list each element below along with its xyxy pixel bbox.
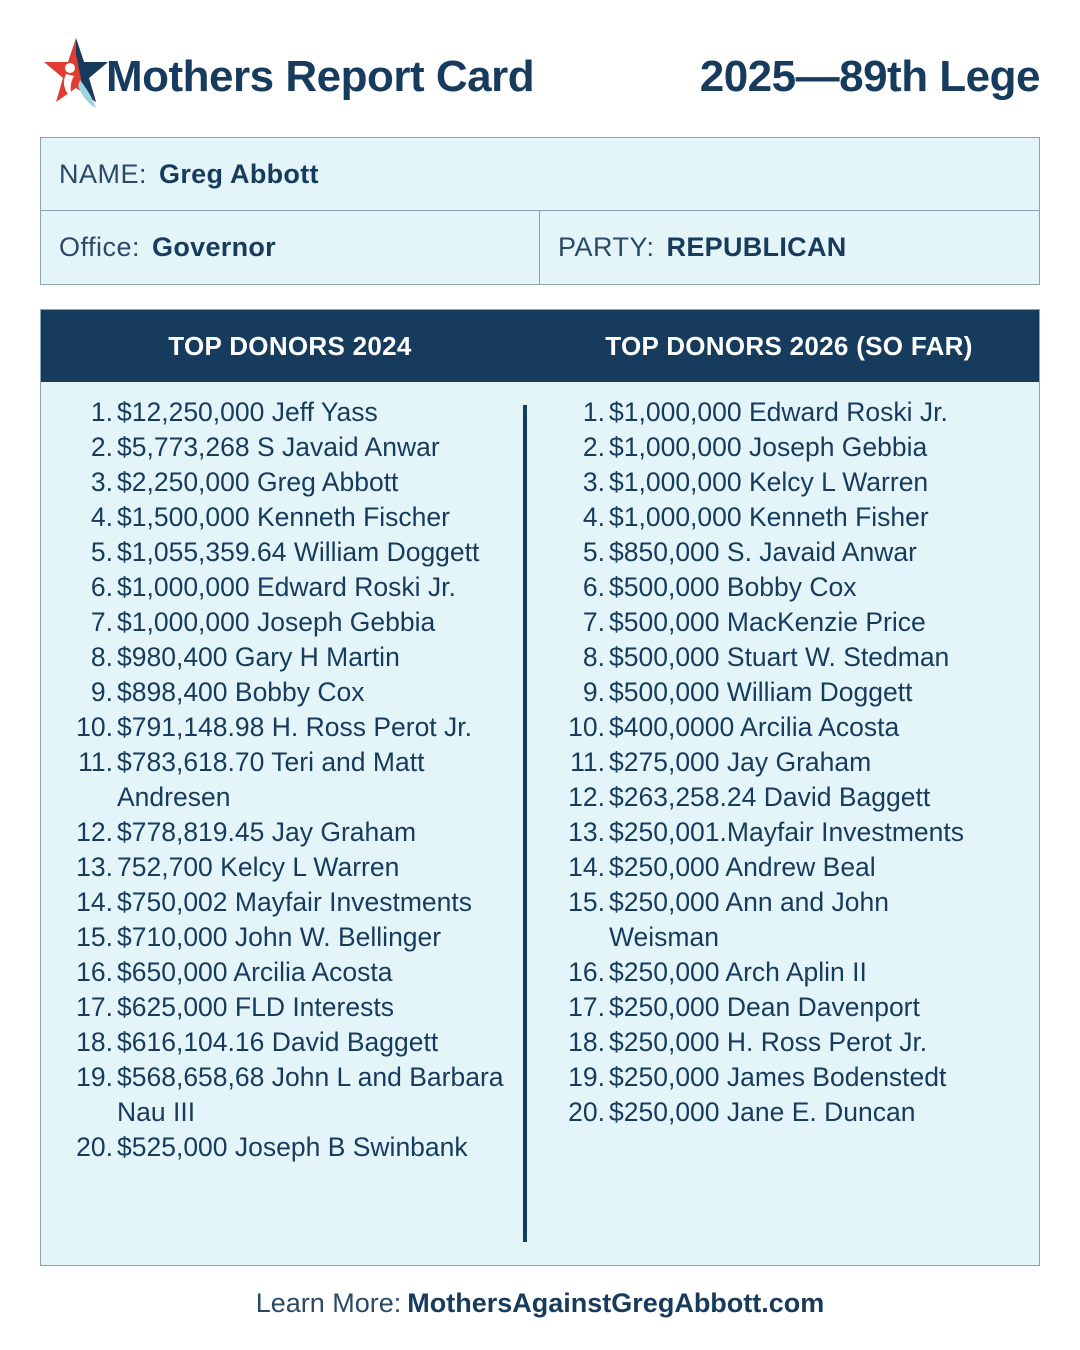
office-cell	[59, 211, 276, 284]
star-logo-icon	[40, 34, 110, 110]
donor-rank: 8.	[582, 642, 605, 672]
name-label: NAME:	[59, 159, 148, 189]
office-value: Governor	[152, 232, 276, 262]
donor-text: $250,000 H. Ross Perot Jr.	[609, 1027, 928, 1057]
donor-rank: 20.	[76, 1132, 113, 1162]
party-cell	[558, 211, 847, 284]
y2026-donor-item	[549, 955, 1029, 990]
donor-rank: 5.	[90, 537, 113, 567]
y2026-donor-item	[549, 815, 1029, 850]
donor-text: $850,000 S. Javaid Anwar	[609, 537, 917, 567]
name-row	[41, 138, 1039, 211]
donor-text: $650,000 Arcilia Acosta	[117, 957, 393, 987]
donor-rank: 20.	[568, 1097, 605, 1127]
y2026-donor-item	[549, 920, 1029, 955]
donors-2026-list	[549, 395, 1029, 1130]
party-label: PARTY:	[558, 232, 655, 262]
donor-rank: 4.	[582, 502, 605, 532]
donor-rank: 10.	[568, 712, 605, 742]
donor-text: $1,055,359.64 William Doggett	[117, 537, 480, 567]
donor-rank: 15.	[568, 887, 605, 917]
donor-text: $400,0000 Arcilia Acosta	[609, 712, 900, 742]
donor-text: $275,000 Jay Graham	[609, 747, 872, 777]
y2024-donor-item	[57, 1060, 517, 1095]
donor-text: Weisman	[609, 922, 719, 952]
y2026-donor-item	[549, 1025, 1029, 1060]
donor-text: $525,000 Joseph B Swinbank	[117, 1132, 468, 1162]
session-title: 2025—89th Lege	[699, 52, 1040, 101]
y2024-donor-item	[57, 465, 517, 500]
y2024-donor-item	[57, 710, 517, 745]
y2024-donor-item	[57, 570, 517, 605]
donors-header	[41, 310, 1039, 382]
donor-rank: 2.	[90, 432, 113, 462]
donor-text: $250,001.Mayfair Investments	[609, 817, 964, 847]
y2024-donor-item	[57, 885, 517, 920]
donor-text: $1,000,000 Edward Roski Jr.	[609, 397, 948, 427]
donor-text: $250,000 Arch Aplin II	[609, 957, 867, 987]
y2024-donor-item	[57, 535, 517, 570]
donor-text: $898,400 Bobby Cox	[117, 677, 365, 707]
donor-text: $750,002 Mayfair Investments	[117, 887, 472, 917]
donor-rank: 12.	[76, 817, 113, 847]
donor-rank: 17.	[568, 992, 605, 1022]
y2024-donor-item	[57, 675, 517, 710]
donor-rank: 16.	[568, 957, 605, 987]
y2024-donor-item	[57, 605, 517, 640]
donor-rank: 7.	[582, 607, 605, 637]
donor-rank: 7.	[90, 607, 113, 637]
donor-text: $1,000,000 Joseph Gebbia	[609, 432, 928, 462]
donor-text: $616,104.16 David Baggett	[117, 1027, 439, 1057]
brand-title: Mothers Report Card	[106, 52, 535, 101]
donor-text: $1,000,000 Kenneth Fisher	[609, 502, 929, 532]
donor-text: $500,000 Bobby Cox	[609, 572, 857, 602]
donor-text: $250,000 Jane E. Duncan	[609, 1097, 916, 1127]
donor-rank: 10.	[76, 712, 113, 742]
donor-text: $791,148.98 H. Ross Perot Jr.	[117, 712, 473, 742]
y2026-donor-item	[549, 1095, 1029, 1130]
donor-text: $5,773,268 S Javaid Anwar	[117, 432, 440, 462]
y2024-donor-item	[57, 780, 517, 815]
y2024-donor-item	[57, 430, 517, 465]
name-cell	[59, 138, 319, 210]
y2026-donor-item	[549, 535, 1029, 570]
y2024-donor-item	[57, 850, 517, 885]
name-value: Greg Abbott	[159, 159, 319, 189]
donor-rank: 6.	[582, 572, 605, 602]
y2026-donor-item	[549, 675, 1029, 710]
donor-text: 752,700 Kelcy L Warren	[117, 852, 400, 882]
donor-rank: 14.	[568, 852, 605, 882]
donor-text: $1,000,000 Joseph Gebbia	[117, 607, 436, 637]
donor-rank: 1.	[582, 397, 605, 427]
donor-text: $710,000 John W. Bellinger	[117, 922, 442, 952]
donors-card	[40, 309, 1040, 1266]
donor-text: $250,000 James Bodenstedt	[609, 1062, 947, 1092]
donor-text: $1,000,000 Kelcy L Warren	[609, 467, 929, 497]
donor-rank: 8.	[90, 642, 113, 672]
donor-rank: 9.	[90, 677, 113, 707]
donor-rank: 6.	[90, 572, 113, 602]
donor-rank: 4.	[90, 502, 113, 532]
y2024-donor-item	[57, 1130, 517, 1165]
y2026-donor-item	[549, 850, 1029, 885]
y2024-donor-item	[57, 745, 517, 780]
donor-text: $263,258.24 David Baggett	[609, 782, 931, 812]
office-label: Office:	[59, 232, 141, 262]
donor-text: $500,000 MacKenzie Price	[609, 607, 926, 637]
donor-text: Andresen	[117, 782, 231, 812]
y2024-donor-item	[57, 990, 517, 1025]
donor-rank: 17.	[76, 992, 113, 1022]
donor-rank: 1.	[90, 397, 113, 427]
y2026-donor-item	[549, 710, 1029, 745]
y2026-donor-item	[549, 885, 1029, 920]
donor-rank: 19.	[568, 1062, 605, 1092]
learn-more-label: Learn More:	[255, 1288, 402, 1318]
y2024-donor-item	[57, 815, 517, 850]
y2024-donor-item	[57, 640, 517, 675]
donor-rank: 11.	[570, 747, 605, 777]
header	[40, 30, 1040, 120]
info-card	[40, 137, 1040, 285]
y2026-donor-item	[549, 605, 1029, 640]
donor-text: $2,250,000 Greg Abbott	[117, 467, 399, 497]
y2026-donor-item	[549, 745, 1029, 780]
donor-rank: 13.	[568, 817, 605, 847]
office-party-row	[41, 211, 1039, 284]
y2026-donor-item	[549, 570, 1029, 605]
donor-text: $778,819.45 Jay Graham	[117, 817, 417, 847]
donor-rank: 19.	[76, 1062, 113, 1092]
y2026-donor-item	[549, 990, 1029, 1025]
donor-rank: 11.	[78, 747, 113, 777]
col-2024-title: TOP DONORS 2024	[168, 331, 412, 361]
donor-rank: 16.	[76, 957, 113, 987]
donors-2024-list	[57, 395, 517, 1165]
y2026-donor-item	[549, 395, 1029, 430]
donor-rank: 18.	[568, 1027, 605, 1057]
donor-text: Nau III	[117, 1097, 196, 1127]
y2026-donor-item	[549, 640, 1029, 675]
donor-text: $250,000 Ann and John	[609, 887, 889, 917]
donor-text: $500,000 William Doggett	[609, 677, 913, 707]
y2024-donor-item	[57, 955, 517, 990]
y2024-donor-item	[57, 395, 517, 430]
donor-text: $568,658,68 John L and Barbara	[117, 1062, 504, 1092]
y2024-donor-item	[57, 500, 517, 535]
donor-rank: 15.	[76, 922, 113, 952]
donor-rank: 13.	[76, 852, 113, 882]
donor-text: $783,618.70 Teri and Matt	[117, 747, 425, 777]
donor-text: $1,500,000 Kenneth Fischer	[117, 502, 450, 532]
y2024-donor-item	[57, 920, 517, 955]
y2024-donor-item	[57, 1025, 517, 1060]
donor-text: $250,000 Dean Davenport	[609, 992, 920, 1022]
y2026-donor-item	[549, 1060, 1029, 1095]
donor-rank: 2.	[582, 432, 605, 462]
donor-text: $250,000 Andrew Beal	[609, 852, 876, 882]
y2026-donor-item	[549, 780, 1029, 815]
y2026-donor-item	[549, 430, 1029, 465]
donor-text: $980,400 Gary H Martin	[117, 642, 400, 672]
donor-rank: 14.	[76, 887, 113, 917]
info-divider	[539, 211, 540, 284]
column-divider	[523, 405, 527, 1242]
donor-text: $500,000 Stuart W. Stedman	[609, 642, 950, 672]
donor-rank: 18.	[76, 1027, 113, 1057]
donor-rank: 3.	[582, 467, 605, 497]
donor-rank: 3.	[90, 467, 113, 497]
footer	[0, 1288, 1080, 1319]
y2026-donor-item	[549, 500, 1029, 535]
donor-rank: 12.	[568, 782, 605, 812]
donor-text: $12,250,000 Jeff Yass	[117, 397, 378, 427]
donor-text: $1,000,000 Edward Roski Jr.	[117, 572, 456, 602]
party-value: REPUBLICAN	[666, 232, 847, 262]
y2026-donor-item	[549, 465, 1029, 500]
donor-rank: 9.	[582, 677, 605, 707]
col-2026-title: TOP DONORS 2026 (SO FAR)	[605, 331, 973, 361]
y2024-donor-item	[57, 1095, 517, 1130]
website-link[interactable]: MothersAgainstGregAbbott.com	[407, 1288, 825, 1318]
donor-rank: 5.	[582, 537, 605, 567]
donor-text: $625,000 FLD Interests	[117, 992, 394, 1022]
